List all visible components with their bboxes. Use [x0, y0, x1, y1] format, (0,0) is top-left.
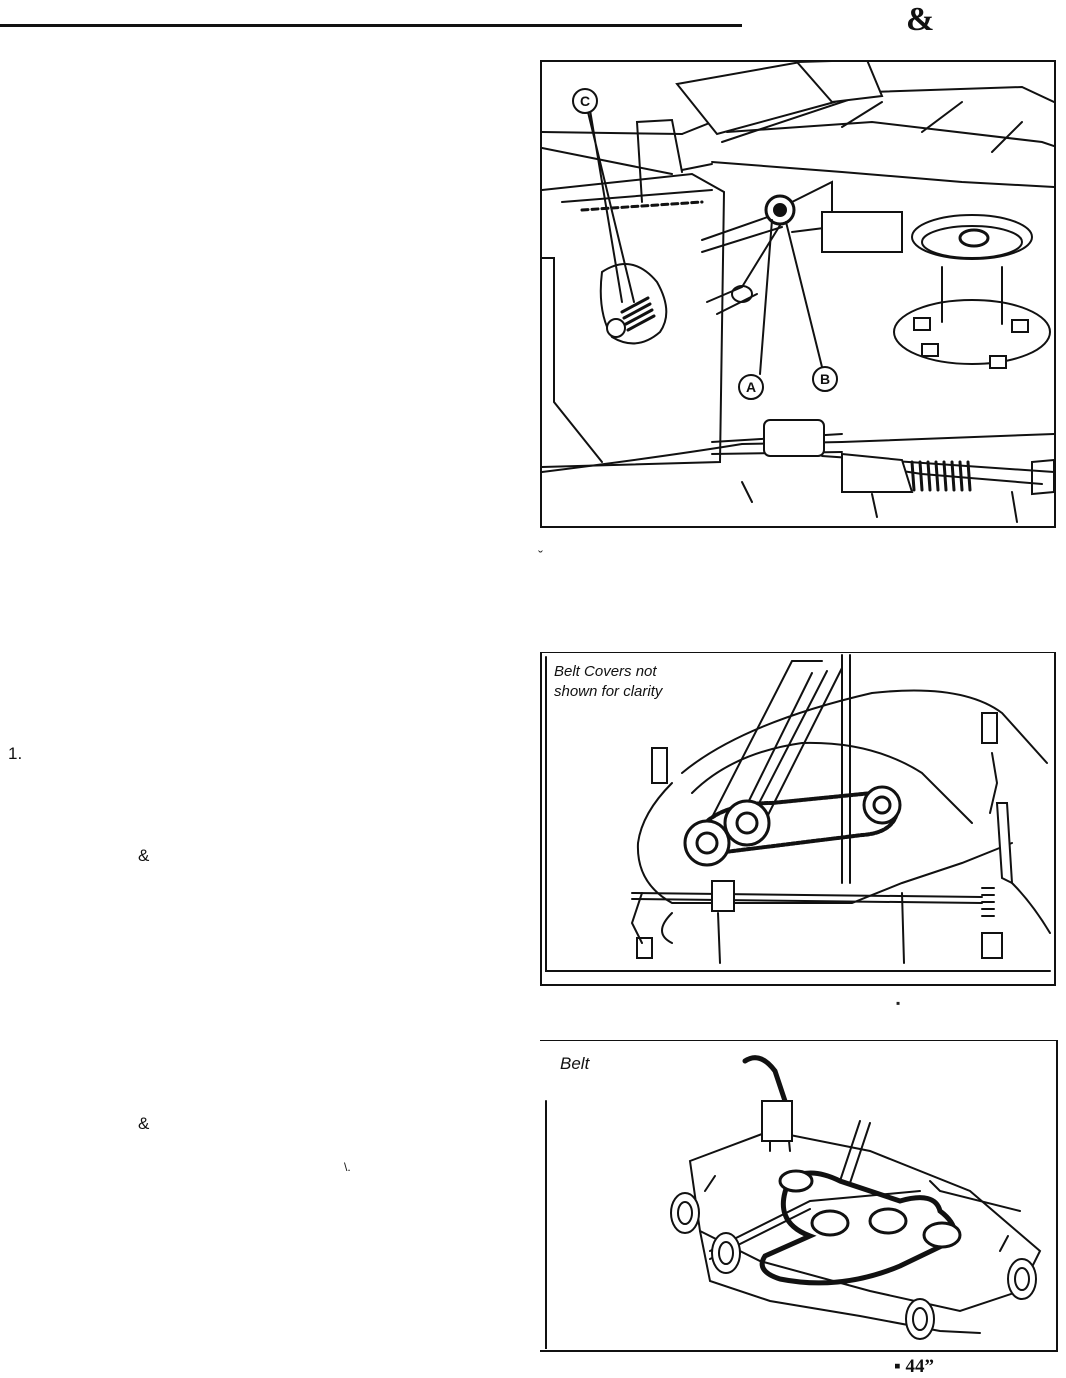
callout-b: B	[812, 366, 838, 392]
figure2-caption-line2: shown for clarity	[554, 683, 663, 700]
header-ampersand: &	[906, 1, 935, 38]
figure-mower-lift-illustration	[540, 60, 1056, 528]
header-rule	[0, 24, 742, 27]
step-number: 1.	[8, 744, 23, 763]
figure1-mark: ˇ	[538, 548, 543, 565]
figure2-caption-line1: Belt Covers not	[554, 663, 657, 680]
figure1-drawing	[542, 62, 1054, 526]
figure-belt-routing-top	[540, 652, 1056, 986]
callout-a: A	[738, 374, 764, 400]
figure3-footer: ▪ 44”	[894, 1356, 934, 1377]
figure2-mark: ▪	[896, 996, 901, 1010]
ampersand-1: &	[138, 846, 150, 865]
figure2-drawing	[542, 653, 1054, 983]
figure3-caption: Belt	[560, 1054, 590, 1073]
stray-mark: \.	[344, 1160, 351, 1174]
figure3-drawing	[540, 1041, 1056, 1349]
callout-c: C	[572, 88, 598, 114]
ampersand-2: &	[138, 1114, 150, 1133]
figure-mower-deck-isometric	[540, 1040, 1058, 1352]
